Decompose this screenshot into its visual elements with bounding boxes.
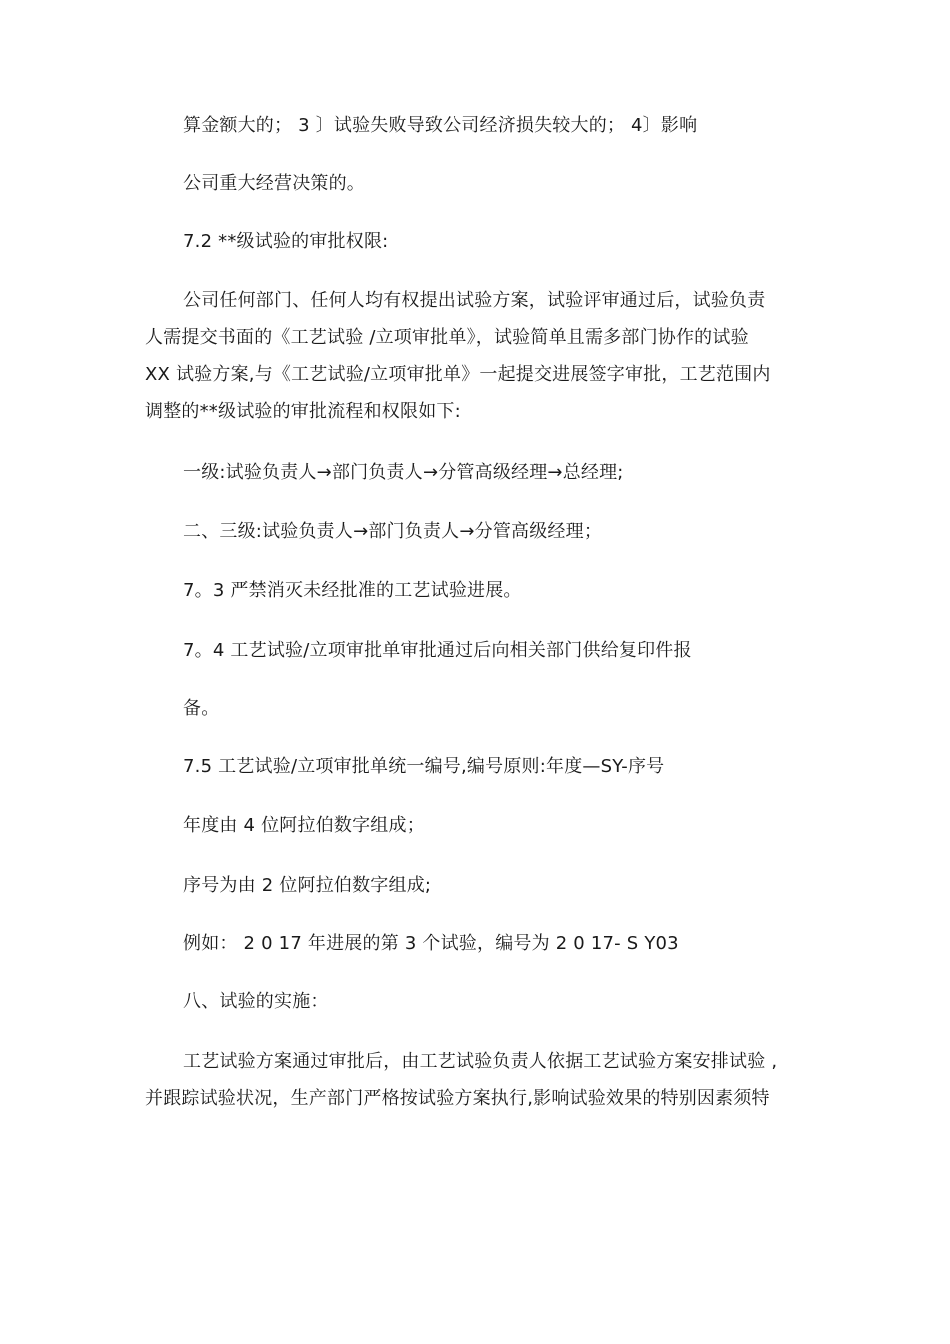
section-heading: 7.2 **级试验的审批权限:: [183, 231, 389, 252]
paragraph-line: 并跟踪试验状况，生产部门严格按试验方案执行,影响试验效果的特别因素须特: [145, 1088, 770, 1109]
paragraph-line: 公司重大经营决策的。: [183, 173, 365, 194]
paragraph-line: 人需提交书面的《工艺试验 /立项审批单》，试验简单且需多部门协作的试验: [145, 327, 749, 348]
paragraph-line: XX 试验方案,与《工艺试验/立项审批单》一起提交进展签字审批，工艺范围内: [145, 364, 771, 385]
approval-flow-line: 二、三级:试验负责人→部门负责人→分管高级经理；: [183, 521, 603, 542]
paragraph-line: 算金额大的； 3 〕试验失败导致公司经济损失较大的； 4〕影响: [183, 115, 698, 136]
approval-flow-line: 一级:试验负责人→部门负责人→分管高级经理→总经理;: [183, 462, 624, 483]
example-line: 例如： 2 0 17 年进展的第 3 个试验，编号为 2 0 17- S Y03: [183, 933, 679, 954]
paragraph-line: 年度由 4 位阿拉伯数字组成；: [183, 815, 425, 836]
section-heading: 八、试验的实施：: [183, 991, 329, 1012]
paragraph-line: 序号为由 2 位阿拉伯数字组成;: [183, 875, 432, 896]
paragraph-line: 备。: [183, 698, 220, 719]
section-heading: 7。3 严禁消灭未经批准的工艺试验进展。: [183, 580, 522, 601]
paragraph-line: 工艺试验方案通过审批后，由工艺试验负责人依据工艺试验方案安排试验 ,: [183, 1051, 778, 1072]
section-heading: 7.5 工艺试验/立项审批单统一编号,编号原则:年度—SY-序号: [183, 756, 665, 777]
paragraph-line: 调整的**级试验的审批流程和权限如下:: [145, 401, 461, 422]
section-heading: 7。4 工艺试验/立项审批单审批通过后向相关部门供给复印件报: [183, 640, 692, 661]
paragraph-line: 公司任何部门、任何人均有权提出试验方案，试验评审通过后，试验负责: [183, 290, 766, 311]
